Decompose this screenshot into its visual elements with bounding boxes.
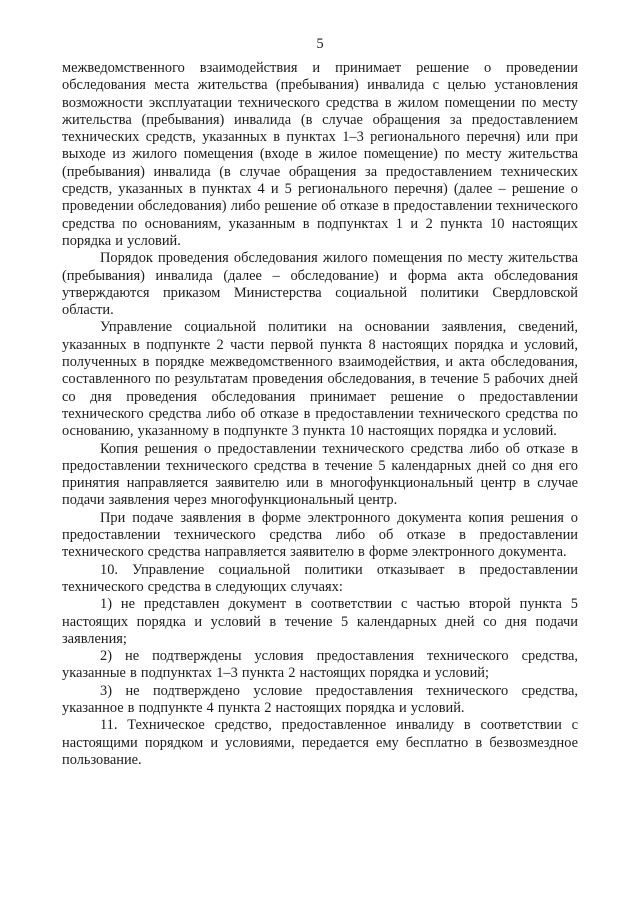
paragraph: Копия решения о предоставлении технического средства либо об отказе в предоставлении технического средства в течение 5 календарных дней со дня его принятия направляется заявителю или в многофункциональный центр в случае подачи заявления через многофункциональный центр. (62, 440, 578, 509)
paragraph: 11. Техническое средство, предоставленное инвалиду в соответствии с настоящими порядком и условиями, передается ему бесплатно в безвозмездное пользование. (62, 717, 578, 768)
paragraph: 2) не подтверждены условия предоставления технического средства, указанные в подпунктах 1–3 пункта 2 настоящих порядка и условий; (62, 648, 578, 682)
paragraph: 1) не представлен документ в соответствии с частью второй пункта 5 настоящих порядка и условий в течение 5 календарных дней со дня подачи заявления; (62, 596, 578, 647)
paragraph: межведомственного взаимодействия и принимает решение о проведении обследования места жительства (пребывания) инвалида с целью установления возможности эксплуатации технического средства в жилом помещении по месту жительства (пребывания) инвалида (в случае обращения за предоставлением технических средств, указанных в пунктах 1–3 регионального перечня) или при выходе из жилого помещения (входе в жилое помещение) по месту жительства (пребывания) инвалида (в случае обращения за предоставлением технических средств, указанных в пунктах 4 и 5 регионального перечня) (далее – решение о проведении обследования) либо решение об отказе в предоставлении технического средства по основаниям, указанным в подпунктах 1 и 2 пункта 10 настоящих порядка и условий. (62, 60, 578, 249)
paragraph: 10. Управление социальной политики отказывает в предоставлении технического средства в следующих случаях: (62, 561, 578, 595)
document-body (62, 60, 578, 769)
paragraph: При подаче заявления в форме электронного документа копия решения о предоставлении технического средства либо об отказе в предоставлении технического средства направляется заявителю в форме электронного документа. (62, 509, 578, 561)
paragraph: Порядок проведения обследования жилого помещения по месту жительства (пребывания) инвалида (далее – обследование) и форма акта обследования утверждаются приказом Министерства социальной политики Свердловской области. (62, 250, 578, 319)
paragraph: Управление социальной политики на основании заявления, сведений, указанных в подпункте 2 части первой пункта 8 настоящих порядка и условий, полученных в порядке межведомственного взаимодействия, и акта обследования, составленного по результатам проведения обследования, в течение 5 рабочих дней со дня проведения обследования принимает решение о предоставлении технического средства либо об отказе в предоставлении технического средства по основанию, указанному в подпункте 3 пункта 10 настоящих порядка и условий. (62, 319, 578, 440)
page-number: 5 (316, 36, 324, 52)
paragraph: 3) не подтверждено условие предоставления технического средства, указанное в подпункте 4 пункта 2 настоящих порядка и условий. (62, 682, 578, 716)
